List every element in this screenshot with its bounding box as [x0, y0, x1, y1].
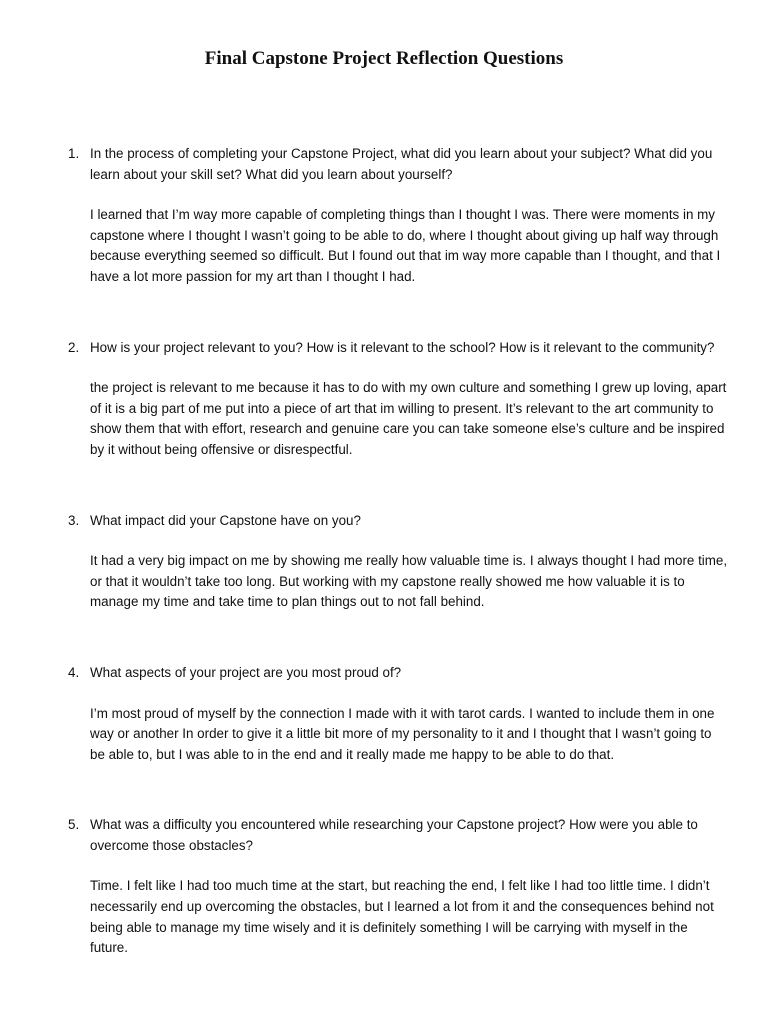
- reflection-question-list: [68, 144, 728, 1009]
- question-item-1: [68, 144, 728, 288]
- question-number: 1.: [68, 146, 80, 161]
- answer-text: I learned that I’m way more capable of completing things than I thought I was. There were moments in my capstone where I thought I wasn’t going to be able to do, where I thought about giving up half way through because everything seemed so difficult. But I found out that im way more capable than I thought, and that I have a lot more passion for my art than I thought I had.: [90, 207, 721, 284]
- question-number: 5.: [68, 817, 80, 833]
- question-text: How is your project relevant to you? How is it relevant to the school? How is it relevant to the community?: [90, 339, 715, 355]
- answer-text: I’m most proud of myself by the connection I made with it with tarot cards. I wanted to include them in one way or another In order to give it a little bit more of my personality to it and I thought that I wasn’t going to be able to, but I was able to in the end and it really made me happy to be able to do that.: [90, 705, 715, 762]
- answer-text: Time. I felt like I had too much time at the start, but reaching the end, I felt like I had too little time. I didn’t necessarily end up overcoming the obstacles, but I learned a lot from it and the consequences behind not being able to manage my time wisely and it is definitely something I will be carrying with myself in the future.: [90, 878, 714, 956]
- answer-text: It had a very big impact on me by showing me really how valuable time is. I always thought I had more time, or that it wouldn’t take too long. But working with my capstone really showed me how valuable it is to manage my time and take time to plan things out to not fall behind.: [90, 553, 728, 610]
- question-text: What was a difficulty you encountered while researching your Capstone project? How were you able to overcome those obstacles?: [90, 817, 698, 853]
- question-number: 2.: [68, 339, 80, 355]
- document-title: Final Capstone Project Reflection Questions: [204, 48, 564, 69]
- question-text: What aspects of your project are you most proud of?: [90, 664, 402, 680]
- question-item-2: [68, 338, 728, 461]
- question-number: 4.: [68, 664, 80, 680]
- question-text: In the process of completing your Capstone Project, what did you learn about your subject? What did you learn about your skill set? What did you learn about yourself?: [90, 146, 713, 182]
- question-text: What impact did your Capstone have on you?: [90, 512, 361, 528]
- question-number: 3.: [68, 512, 80, 528]
- question-item-3: [68, 511, 728, 613]
- question-item-5: [68, 815, 728, 959]
- answer-text: the project is relevant to me because it has to do with my own culture and something I grew up loving, apart of it is a big part of me put into a piece of art that im willing to present. It’s relevant to the art community to show them that with effort, research and genuine care you can take someone else’s culture and be inspired by it without being offensive or disrespectful.: [90, 380, 727, 457]
- question-item-4: [68, 663, 728, 765]
